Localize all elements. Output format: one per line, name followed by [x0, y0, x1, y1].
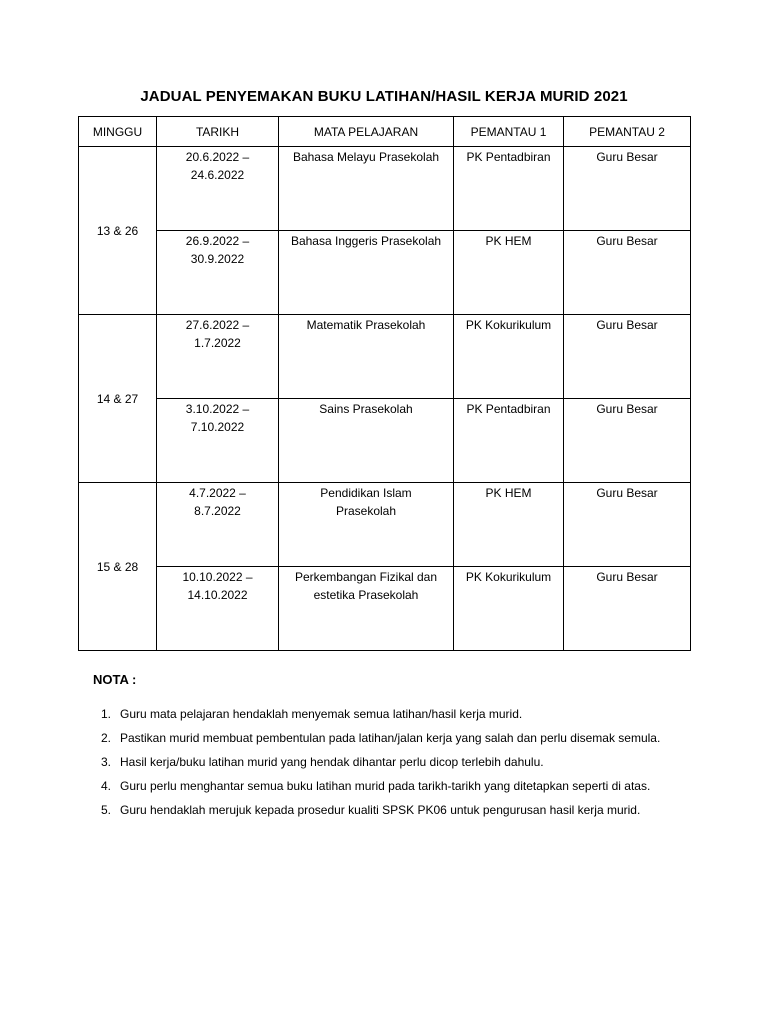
date-start: 3.10.2022 –	[185, 402, 250, 416]
date-cell	[157, 147, 279, 231]
date-cell	[157, 231, 279, 315]
date-start: 10.10.2022 –	[182, 570, 253, 584]
subject-text: Sains Prasekolah	[319, 402, 413, 416]
schedule-table	[78, 116, 691, 651]
subject-cell	[279, 147, 454, 231]
note-text: Guru mata pelajaran hendaklah menyemak semua latihan/hasil kerja murid.	[120, 707, 523, 721]
subject-text: Prasekolah	[335, 504, 397, 518]
list-item	[101, 798, 674, 822]
date-end: 14.10.2022	[187, 588, 248, 602]
week-cell: 15 & 28	[79, 483, 157, 651]
date-end: 8.7.2022	[194, 504, 241, 518]
note-text: Hasil kerja/buku latihan murid yang hendak dihantar perlu dicop terlebih dahulu.	[120, 755, 544, 769]
note-text: Guru perlu menghantar semua buku latihan murid pada tarikh-tarikh yang ditetapkan seperti di atas.	[120, 779, 651, 793]
subject-text: Bahasa Inggeris Prasekolah	[290, 234, 442, 248]
table-row	[79, 399, 691, 483]
pemantau-2-cell: Guru Besar	[564, 231, 691, 315]
pemantau-1-cell: PK Kokurikulum	[454, 567, 564, 651]
week-cell: 14 & 27	[79, 315, 157, 483]
date-end: 24.6.2022	[190, 168, 245, 182]
table-row	[79, 483, 691, 567]
table-header-row	[79, 117, 691, 147]
list-item	[101, 726, 674, 750]
table-row	[79, 567, 691, 651]
list-number: 2.	[101, 731, 112, 745]
list-number: 4.	[101, 779, 112, 793]
subject-cell	[279, 315, 454, 399]
subject-cell	[279, 399, 454, 483]
pemantau-1-cell: PK HEM	[454, 483, 564, 567]
table-row	[79, 231, 691, 315]
pemantau-2-cell: Guru Besar	[564, 483, 691, 567]
subject-cell	[279, 231, 454, 315]
pemantau-2-cell: Guru Besar	[564, 315, 691, 399]
column-header-pemantau-1: PEMANTAU 1	[454, 117, 564, 147]
pemantau-1-cell: PK Kokurikulum	[454, 315, 564, 399]
pemantau-2-cell: Guru Besar	[564, 567, 691, 651]
list-item	[101, 750, 674, 774]
column-header-pemantau-2: PEMANTAU 2	[564, 117, 691, 147]
subject-text: Pendidikan Islam	[320, 486, 412, 500]
date-end: 30.9.2022	[190, 252, 245, 266]
nota-heading: NOTA :	[93, 672, 137, 687]
list-number: 3.	[101, 755, 112, 769]
date-cell	[157, 315, 279, 399]
note-text: Pastikan murid membuat pembentulan pada latihan/jalan kerja yang salah dan perlu disemak semula.	[120, 731, 661, 745]
note-text: Guru hendaklah merujuk kepada prosedur kualiti SPSK PK06 untuk pengurusan hasil kerja murid.	[120, 803, 641, 817]
pemantau-1-cell: PK HEM	[454, 231, 564, 315]
table-row	[79, 147, 691, 231]
page-title: JADUAL PENYEMAKAN BUKU LATIHAN/HASIL KERJA MURID 2021	[140, 88, 628, 105]
date-cell	[157, 567, 279, 651]
pemantau-2-cell: Guru Besar	[564, 147, 691, 231]
date-cell	[157, 483, 279, 567]
date-start: 20.6.2022 –	[185, 150, 250, 164]
date-end: 1.7.2022	[194, 336, 241, 350]
date-start: 27.6.2022 –	[185, 318, 250, 332]
column-header-mata-pelajaran: MATA PELAJARAN	[279, 117, 454, 147]
pemantau-2-cell: Guru Besar	[564, 399, 691, 483]
subject-text: Bahasa Melayu Prasekolah	[292, 150, 440, 164]
pemantau-1-cell: PK Pentadbiran	[454, 147, 564, 231]
date-end: 7.10.2022	[190, 420, 245, 434]
week-cell: 13 & 26	[79, 147, 157, 315]
subject-cell	[279, 567, 454, 651]
date-cell	[157, 399, 279, 483]
column-header-tarikh: TARIKH	[157, 117, 279, 147]
subject-cell	[279, 483, 454, 567]
list-item	[101, 774, 674, 798]
list-number: 1.	[101, 707, 112, 721]
pemantau-1-cell: PK Pentadbiran	[454, 399, 564, 483]
column-header-minggu: MINGGU	[79, 117, 157, 147]
subject-text: Matematik Prasekolah	[306, 318, 426, 332]
subject-text: estetika Prasekolah	[313, 588, 419, 602]
list-item	[101, 702, 674, 726]
subject-text: Perkembangan Fizikal dan	[294, 570, 438, 584]
list-number: 5.	[101, 803, 112, 817]
table-row	[79, 315, 691, 399]
date-start: 4.7.2022 –	[189, 486, 246, 500]
notes-list	[101, 702, 674, 822]
date-start: 26.9.2022 –	[185, 234, 250, 248]
